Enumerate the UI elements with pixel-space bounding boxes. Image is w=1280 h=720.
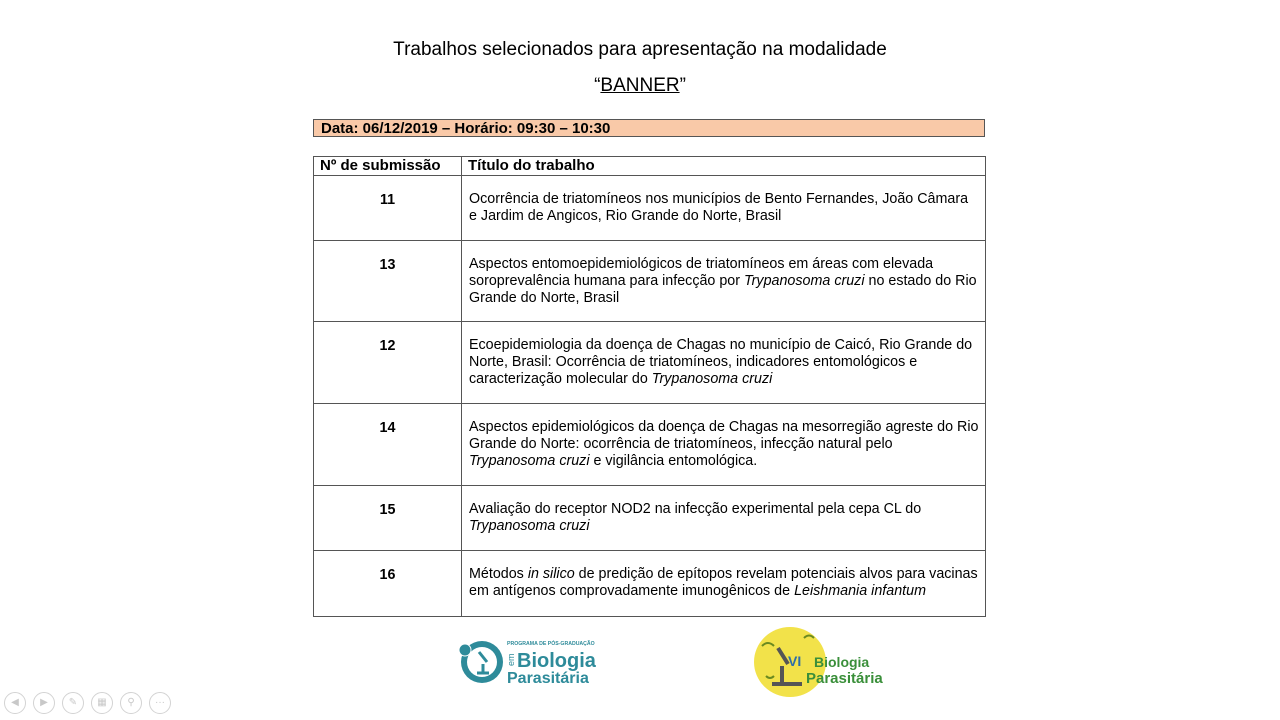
work-title [462, 322, 986, 404]
title-italic-segment: Trypanosoma cruzi [469, 453, 590, 469]
header-work-title: Título do trabalho [462, 157, 986, 176]
close-quote: ” [679, 75, 686, 96]
title-italic-segment: Trypanosoma cruzi [651, 371, 773, 387]
pen-icon[interactable]: ✎ [62, 692, 84, 714]
presentation-controls [4, 692, 171, 714]
title-segment: Ecoepidemiologia da doença de Chagas no município de Caicó, Rio Grande do Norte, Brasil: Ocorrência de triatomíneos, indicadores entomológicos e caracterização molecular do [469, 337, 973, 387]
title-italic-segment: Leishmania infantum [794, 583, 926, 599]
work-title [462, 241, 986, 322]
logo-left-biologia: Biologia [517, 650, 596, 672]
slides-icon[interactable]: ▦ [91, 692, 113, 714]
table-row [314, 486, 986, 551]
work-title [462, 404, 986, 486]
title-segment: Aspectos epidemiológicos da doença de Chagas na mesorregião agreste do Rio Grande do Norte: ocorrência de triatomíneos, infecção natural pelo [469, 419, 979, 452]
submission-number: 13 [314, 241, 462, 322]
submission-number: 16 [314, 551, 462, 617]
logo-left-em: em [506, 653, 516, 666]
event-parasitaria: Parasitária [806, 670, 883, 687]
logo-left-parasitaria: Parasitária [507, 670, 589, 687]
logo-left-program: PROGRAMA DE PÓS-GRADUAÇÃO [507, 641, 595, 647]
title-segment: Aspectos entomoepidemiológicos de triatomíneos em áreas com elevada soroprevalência humana para infecção por [469, 256, 934, 289]
date-time-band: Data: 06/12/2019 – Horário: 09:30 – 10:30 [313, 119, 985, 137]
more-icon[interactable]: ··· [149, 692, 171, 714]
banner-word: BANNER [600, 75, 680, 96]
work-title [462, 176, 986, 241]
open-quote: “ [594, 75, 601, 96]
submission-number: 11 [314, 176, 462, 241]
work-title [462, 486, 986, 551]
event-biologia: Biologia [814, 654, 870, 670]
title-italic-segment: in silico [527, 566, 575, 582]
page-subtitle [0, 75, 1280, 97]
submission-number: 14 [314, 404, 462, 486]
submission-number: 15 [314, 486, 462, 551]
title-italic-segment: Trypanosoma cruzi [744, 273, 865, 289]
next-icon[interactable]: ▶ [33, 692, 55, 714]
pos-graduacao-logo [459, 638, 594, 688]
title-segment: Métodos [469, 566, 528, 582]
submission-number: 12 [314, 322, 462, 404]
table-row [314, 241, 986, 322]
title-segment: Ocorrência de triatomíneos nos municípios de Bento Fernandes, João Câmara e Jardim de Angicos, Rio Grande do Norte, Brasil [469, 191, 969, 224]
work-title [462, 551, 986, 617]
table-row [314, 176, 986, 241]
works-table [313, 156, 986, 617]
table-row [314, 551, 986, 617]
page-title: Trabalhos selecionados para apresentação na modalidade [393, 39, 887, 60]
header-submission-number: Nº de submissão [314, 157, 462, 176]
event-edition: VI [788, 653, 802, 669]
title-italic-segment: Trypanosoma cruzi [469, 518, 590, 534]
event-logo [752, 626, 883, 698]
table-body [314, 176, 986, 617]
title-segment: de predição de epítopos revelam potenciais alvos para vacinas em antígenos comprovadamente imunogênicos de [469, 566, 978, 599]
zoom-icon[interactable]: ⚲ [120, 692, 142, 714]
prev-icon[interactable]: ◀ [4, 692, 26, 714]
title-segment: e vigilância entomológica. [589, 453, 758, 469]
title-segment: Avaliação do receptor NOD2 na infecção experimental pela cepa CL do [469, 501, 922, 517]
table-row [314, 322, 986, 404]
table-row [314, 404, 986, 486]
title-segment: no estado do Rio Grande do Norte, Brasil [469, 273, 977, 306]
